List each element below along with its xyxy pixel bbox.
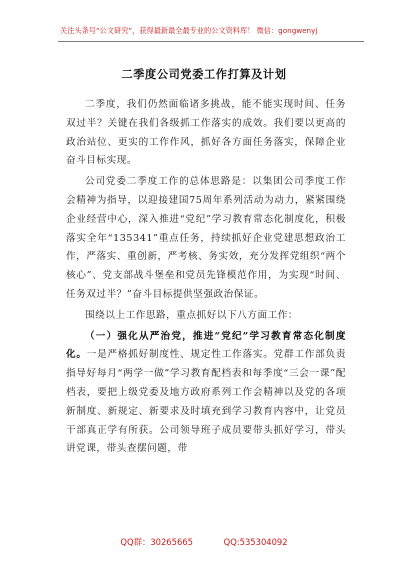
paragraph-eight-tasks-lead: 围绕以上工作思路，重点抓好以下八方面工作： xyxy=(85,309,299,321)
document-title: 二季度公司党委工作打算及计划 xyxy=(121,67,287,81)
header-divider xyxy=(58,41,364,42)
paragraph-overall-approach: 公司党委二季度工作的总体思路是：以集团公司季度工作会精神为指导，以迎接建国75周年系列活动为动力，紧紧围绕企业经营中心，深入推进“党纪”学习教育常态化制度化，积极落实全年“135341”重点任务，持续抓好企业党建思想政治工作，严落实、重创新，严考核、务实效，充分发挥党组织“两个核心”、党支部战斗堡垒和党员先锋模范作用，为实现“时间、任务双过半？”奋斗目标提供坚强政治保证。 xyxy=(66,176,346,300)
header-banner: 关注头条号“公文研究”，获得最新最全最专业的公文资料库！ 微信：gongwenyj xyxy=(60,26,318,35)
document-body xyxy=(66,96,346,461)
footer xyxy=(0,536,408,548)
footer-qq-group: QQ群：30265665 xyxy=(120,537,193,547)
paragraph-intro: 二季度，我们仍然面临诸多挑战，能不能实现时间、任务双过半？关键在我们各级抓工作落实的成效。我们要以更高的政治站位、更实的工作作风，抓好各方面任务落实，保障企业奋斗目标实现。 xyxy=(66,99,346,167)
section-one-paragraph xyxy=(66,328,346,460)
footer-qq-contact: QQ:535304092 xyxy=(223,537,288,547)
section-heading: （一）强化从严治党，推进“党纪”学习教育常态化制度化。 xyxy=(66,330,346,361)
section-body: 一是严格抓好制度性、规定性工作落实。党群工作部负责指导好每月“两学一做”学习教育配档表和每季度“三会一课”配档表，要把上级党委及地方政府系列工作会精神以及党的各项新制度、新规定、新要求及时填充到学习教育内容中，让党员干部真正学有所获。公司领导班子成员要带头抓好学习，带头讲党课，带头查摆问题，带 xyxy=(66,349,346,455)
